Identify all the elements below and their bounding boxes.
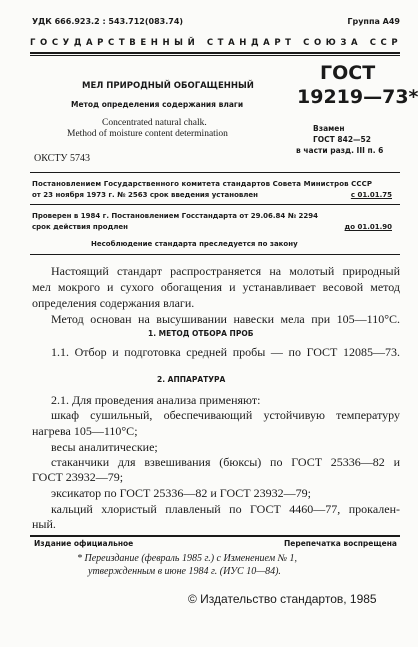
reissue-note-2: утвержденным в июне 1984 г. (ИУС 10—84). bbox=[88, 566, 281, 577]
reprint-prohibited: Перепечатка воспрещена bbox=[283, 539, 397, 548]
footer-rule bbox=[30, 535, 400, 537]
decree-rule-mid bbox=[30, 204, 400, 205]
decree-date-1: с 01.01.75 bbox=[350, 191, 392, 199]
decree-line-3: Проверен в 1984 г. Постановлением Госстандарта от 29.06.84 № 2294 bbox=[32, 212, 319, 220]
group-code: Группа А49 bbox=[347, 17, 400, 26]
gost-number: 19219—73* bbox=[297, 86, 418, 108]
decree-line-1: Постановлением Государственного комитета стандартов Совета Министров СССР bbox=[32, 180, 373, 188]
section-2-line: шкаф сушильный, обеспечивающий устойчивую температуру bbox=[51, 408, 400, 422]
doc-method-en: Method of moisture content determination bbox=[67, 129, 228, 139]
standard-banner: ГОСУДАРСТВЕННЫЙ СТАНДАРТ СОЮЗА ССР bbox=[30, 38, 403, 48]
decree-line-2: от 23 ноября 1973 г. № 2563 срок введения установлен bbox=[32, 191, 259, 199]
doc-title: МЕЛ ПРИРОДНЫЙ ОБОГАЩЕННЫЙ bbox=[82, 81, 254, 91]
intro-line-3: определения содержания влаги. bbox=[32, 296, 195, 310]
decree-date-2: до 01.01.90 bbox=[344, 223, 392, 231]
section-2-line: эксикатор по ГОСТ 25336—82 и ГОСТ 23932—79; bbox=[51, 486, 311, 500]
replaces-label: Взамен bbox=[313, 124, 345, 133]
okstu-code: ОКСТУ 5743 bbox=[34, 153, 91, 164]
section-2-line: весы аналитические; bbox=[51, 440, 158, 454]
section-1-text: 1.1. Отбор и подготовка средней пробы — по ГОСТ 12085—73. bbox=[51, 345, 400, 359]
official-edition: Издание официальное bbox=[34, 539, 134, 548]
intro-line-1: Настоящий стандарт распространяется на молотый природный bbox=[51, 264, 400, 278]
section-1-title: 1. МЕТОД ОТБОРА ПРОБ bbox=[148, 329, 254, 338]
header-rule bbox=[30, 52, 400, 54]
udk-code: УДК 666.923.2 : 543.712(083.74) bbox=[32, 17, 184, 26]
section-2-line: 2.1. Для проведения анализа применяют: bbox=[51, 393, 261, 407]
doc-title-en: Concentrated natural chalk. bbox=[102, 118, 207, 128]
copyright: © Издательство стандартов, 1985 bbox=[188, 592, 377, 606]
decree-rule-top bbox=[30, 172, 400, 173]
decree-rule-bottom bbox=[30, 254, 400, 255]
section-2-line: стаканчики для взвешивания (бюксы) по ГОСТ 25336—82 и bbox=[51, 455, 400, 469]
replaces-standard: ГОСТ 842—52 bbox=[313, 135, 371, 144]
section-2-line: нагрева 105—110°С; bbox=[32, 424, 138, 438]
section-2-line: кальций хлористый плавленый по ГОСТ 4460—77, прокален- bbox=[51, 502, 400, 516]
intro-line-2: мел мокрого и сухого обогащения и устанавливает весовой метод bbox=[32, 280, 400, 294]
section-2-title: 2. АППАРАТУРА bbox=[157, 375, 226, 384]
law-warning: Несоблюдение стандарта преследуется по закону bbox=[91, 240, 298, 248]
section-2-line: ный. bbox=[32, 517, 56, 531]
section-2-line: ГОСТ 23932—79; bbox=[32, 470, 124, 484]
reissue-note: * Переиздание (февраль 1985 г.) с Изменением № 1, bbox=[77, 553, 298, 564]
decree-line-4: срок действия продлен bbox=[32, 223, 128, 231]
header-rule-thin bbox=[30, 55, 400, 56]
intro-paragraph-2: Метод основан на высушивании навески мела при 105—110°С. bbox=[51, 312, 400, 326]
gost-label: ГОСТ bbox=[320, 62, 376, 84]
replaces-part: в части разд. III п. 6 bbox=[296, 146, 384, 155]
doc-method: Метод определения содержания влаги bbox=[71, 100, 244, 109]
